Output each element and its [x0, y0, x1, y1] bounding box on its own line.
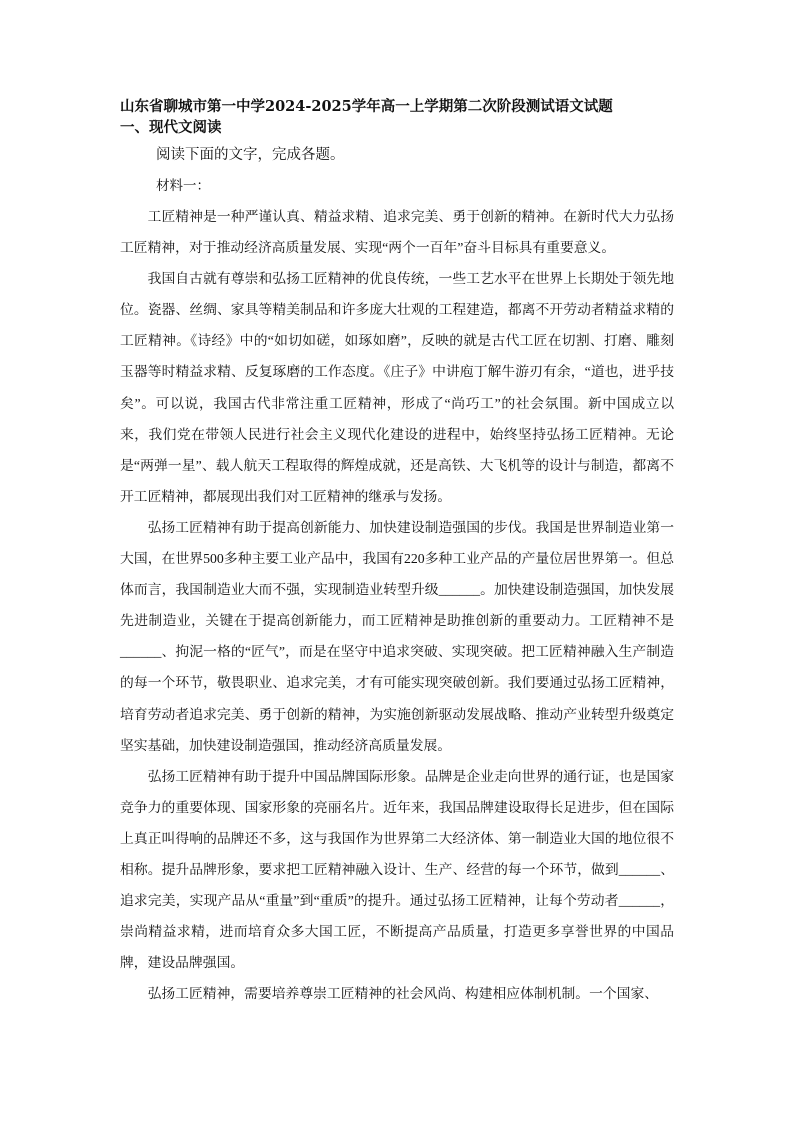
instruction-text: 阅读下面的文字，完成各题。 — [156, 147, 345, 163]
paragraph: 工匠精神是一种严谨认真、精益求精、追求完美、勇于创新的精神。在新时代大力弘扬工匠精神，对于推动经济高质量发展、实现“两个一百年”奋斗目标具有重要意义。 — [120, 209, 674, 256]
paragraph: 弘扬工匠精神，需要培养尊崇工匠精神的社会风尚、构建相应体制机制。一个国家、 — [147, 986, 659, 1002]
paragraph: 弘扬工匠精神有助于提高创新能力、加快建设制造强国的步伐。我国是世界制造业第一大国，在世界500多种主要工业产品中，我国有220多种工业产品的产量位居世界第一。但总体而言，我国制造业大而不强，实现制造业转型升级______。加快建设制造强国，加快发展先进制造业，关键在于提高创新能力，而工匠精神是助推创新的重要动力。工匠精神不是______、拘泥一格的“匠气”，而是在坚守中追求突破、实现突破。把工匠精神融入生产制造的每一个环节，敬畏职业、追求完美，才有可能实现突破创新。我们要通过弘扬工匠精神，培育劳动者追求完美、勇于创新的精神，为实施创新驱动发展战略、推动产业转型升级奠定坚实基础，加快建设制造强国，推动经济高质量发展。 — [120, 519, 674, 753]
document-title: 山东省聊城市第一中学2024-2025学年高一上学期第二次阶段测试语文试题 — [120, 98, 613, 115]
material-label: 材料一： — [156, 178, 210, 194]
paragraph: 弘扬工匠精神有助于提升中国品牌国际形象。品牌是企业走向世界的通行证，也是国家竞争力的重要体现、国家形象的亮丽名片。近年来，我国品牌建设取得长足进步，但在国际上真正叫得响的品牌还不多，这与我国作为世界第二大经济体、第一制造业大国的地位很不相称。提升品牌形象，要求把工匠精神融入设计、生产、经营的每一个环节，做到______、追求完美，实现产品从“重量”到“重质”的提升。通过弘扬工匠精神，让每个劳动者______，崇尚精益求精，进而培育众多大国工匠，不断提高产品质量，打造更多享誉世界的中国品牌，建设品牌强国。 — [120, 768, 674, 971]
section-heading: 一、现代文阅读 — [120, 119, 222, 136]
paragraph: 我国自古就有尊崇和弘扬工匠精神的优良传统，一些工艺水平在世界上长期处于领先地位。瓷器、丝绸、家具等精美制品和许多庞大壮观的工程建造，都离不开劳动者精益求精的工匠精神。《诗经》中的“如切如磋，如琢如磨”，反映的就是古代工匠在切割、打磨、雕刻玉器等时精益求精、反复琢磨的工作态度。《庄子》中讲庖丁解牛游刃有余，“道也，进乎技矣”。可以说，我国古代非常注重工匠精神，形成了“尚巧工”的社会氛围。新中国成立以来，我们党在带领人民进行社会主义现代化建设的进程中，始终坚持弘扬工匠精神。无论是“两弹一星”、载人航天工程取得的辉煌成就，还是高铁、大飞机等的设计与制造，都离不开工匠精神，都展现出我们对工匠精神的继承与发扬。 — [120, 271, 674, 504]
article-body — [120, 201, 674, 1009]
